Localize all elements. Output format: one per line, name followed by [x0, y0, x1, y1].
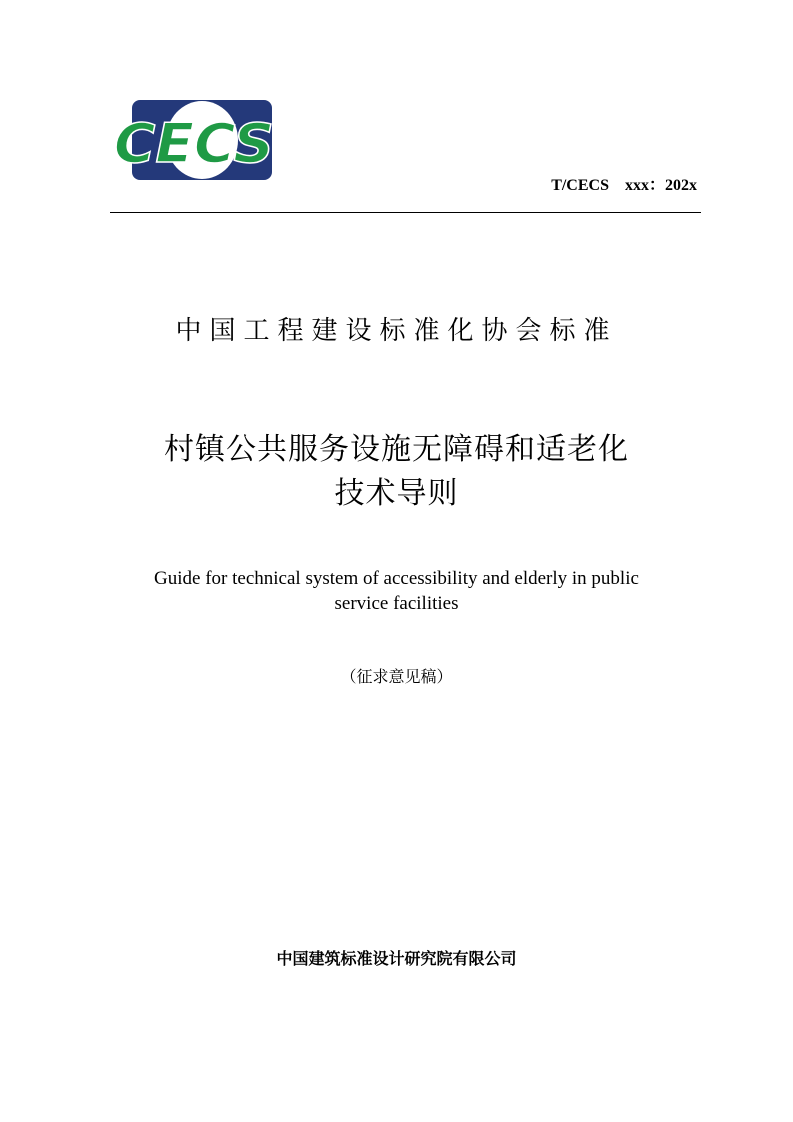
association-name: 中国工程建设标准化协会标准	[175, 316, 618, 346]
publisher-name: 中国建筑标准设计研究院有限公司	[276, 949, 517, 968]
cecs-logo	[112, 98, 276, 182]
title-english	[0, 566, 793, 616]
title-chinese-line-1: 村镇公共服务设施无障碍和适老化	[164, 432, 629, 467]
standard-number: T/CECS xxx：202x	[551, 177, 697, 194]
title-english-line-2: service facilities	[334, 593, 459, 614]
draft-status-label: （征求意见稿）	[340, 667, 453, 686]
header-divider	[110, 212, 701, 213]
title-chinese	[0, 428, 793, 516]
title-chinese-line-2: 技术导则	[334, 476, 459, 511]
cecs-logo-text: CECS	[114, 112, 274, 175]
title-english-line-1: Guide for technical system of accessibility and elderly in public	[154, 568, 639, 589]
